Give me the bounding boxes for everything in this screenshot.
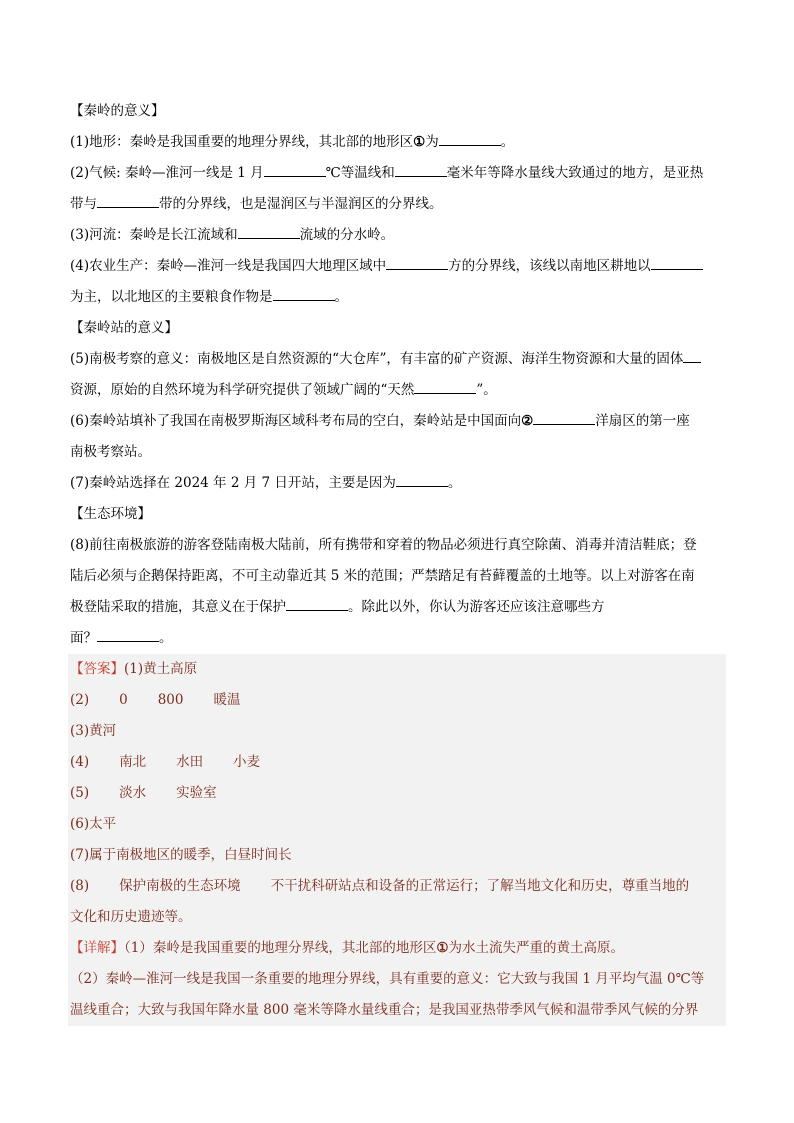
- text: (4)农业生产：秦岭—淮河一线是我国四大地理区域中: [70, 258, 387, 274]
- text: 带的分界线，也是湿润区与半湿润区的分界线。: [159, 196, 443, 212]
- answer-blank: [238, 226, 300, 239]
- question-2-cont: [70, 189, 724, 220]
- question-3: [70, 220, 724, 251]
- text: 。除此以外，你认为游客还应该注意哪些方: [348, 599, 605, 615]
- answer-blank: [396, 474, 448, 487]
- text: (5)南极考察的意义：南极地区是自然资源的“大仓库”，有丰富的矿产资源、海洋生物资源和大量的固体: [70, 351, 684, 367]
- text: 流域的分水岭。: [299, 227, 395, 243]
- answer-block: [68, 654, 726, 1026]
- text: 。: [159, 630, 173, 646]
- answer-8-cont: 文化和历史遗迹等。: [70, 909, 192, 925]
- question-2: [70, 158, 724, 189]
- text: 实验室: [176, 785, 217, 801]
- text: 资源，原始的自然环境为科学研究提供了领域广阔的“天然: [70, 382, 415, 398]
- text: 0: [119, 692, 128, 708]
- question-4-cont: [70, 282, 724, 313]
- question-8-cont: [70, 623, 724, 654]
- text: 800: [157, 692, 184, 708]
- answer-blank: [97, 195, 159, 208]
- answer-label: 【答案】: [70, 661, 124, 677]
- text: 面？: [70, 630, 97, 646]
- question-5: [70, 344, 724, 375]
- question-1: [70, 127, 724, 158]
- answer-1: [70, 654, 726, 685]
- text: (4): [70, 754, 90, 770]
- question-8-cont: [70, 592, 724, 623]
- text: 。: [500, 134, 515, 150]
- text: (2): [70, 692, 90, 708]
- text: 毫米年等降水量线大致通过的地方，是亚热: [446, 165, 704, 181]
- answer-blank: [414, 381, 476, 394]
- text: 水田: [176, 754, 204, 770]
- text: 为水土流失严重的黄土高原。: [448, 940, 624, 956]
- text: 。: [334, 289, 348, 305]
- question-8: (8)前往南极旅游的游客登陆南极大陆前，所有携带和穿着的物品必须进行真空除菌、消毒并清洁鞋底；登: [70, 537, 697, 553]
- answer-7: (7)属于南极地区的暖季，白昼时间长: [70, 847, 292, 863]
- detail-label: 【详解】: [70, 940, 124, 956]
- text: 方的分界线，该线以南地区耕地以: [448, 258, 651, 274]
- question-6: [70, 406, 724, 437]
- answer-5: [70, 778, 726, 809]
- text: ”。: [476, 382, 497, 398]
- answer-blank: [97, 629, 159, 642]
- question-4: [70, 251, 724, 282]
- circled-number: ①: [413, 134, 426, 150]
- answer-blank: [395, 164, 447, 177]
- answer-6: (6)太平: [70, 816, 117, 832]
- text: (1)黄土高原: [124, 661, 198, 677]
- question-6-cont: 南极考察站。: [70, 444, 151, 460]
- circled-number: ②: [521, 413, 534, 429]
- section-heading-qinling: 【秦岭的意义】: [70, 103, 165, 119]
- section-heading-station: 【秦岭站的意义】: [70, 320, 178, 336]
- text: 保护南极的生态环境: [119, 878, 241, 894]
- section-heading-ecology: 【生态环境】: [70, 506, 151, 522]
- circled-number: ①: [436, 940, 449, 956]
- text: (8): [70, 878, 90, 894]
- text: (6)秦岭站填补了我国在南极罗斯海区域科考布局的空白，秦岭站是中国面向: [70, 413, 522, 429]
- text: 暖温: [213, 692, 241, 708]
- text: 极登陆采取的措施，其意义在于保护: [70, 599, 286, 615]
- text: (3)河流：秦岭是长江流域和: [70, 227, 238, 243]
- text: 洋扇区的第一座: [595, 413, 690, 429]
- detail-2: （2）秦岭—淮河一线是我国一条重要的地理分界线，具有重要的意义：它大致与我国 1 月平均气温 0℃等: [70, 971, 705, 987]
- text: 为主，以北地区的主要粮食作物是: [70, 289, 273, 305]
- question-8-cont: 陆后必须与企鹅保持距离，不可主动靠近其 5 米的范围；严禁踏足有苔藓覆盖的土地等。以上对游客在南: [70, 568, 695, 584]
- answer-3: (3)黄河: [70, 723, 117, 739]
- document-page: [70, 96, 724, 1026]
- text: 淡水: [119, 785, 147, 801]
- text: (1)地形：秦岭是我国重要的地理分界线，其北部的地形区: [70, 134, 414, 150]
- text: 带与: [70, 196, 97, 212]
- text: 为: [425, 134, 439, 150]
- text: （1）秦岭是我国重要的地理分界线，其北部的地形区: [124, 940, 437, 956]
- answer-blank: [264, 164, 326, 177]
- question-7: [70, 468, 724, 499]
- text: (7)秦岭站选择在 2024 年 2 月 7 日开站，主要是因为: [70, 475, 396, 491]
- answer-8: [70, 871, 726, 902]
- text: 南北: [119, 754, 147, 770]
- answer-blank: [273, 288, 335, 301]
- detail-1: [70, 933, 726, 964]
- text: (2)气候: 秦岭—淮河一线是 1 月: [70, 165, 264, 181]
- answer-blank: [533, 412, 595, 425]
- text: 。: [447, 475, 462, 491]
- question-5-cont: [70, 375, 724, 406]
- answer-4: [70, 747, 726, 778]
- text: 不干扰科研站点和设备的正常运行；了解当地文化和历史，尊重当地的: [270, 878, 690, 894]
- detail-2-cont: 温线重合；大致与我国年降水量 800 毫米等降水量线重合；是我国亚热带季风气候和温带季风气候的分界: [70, 1002, 699, 1018]
- text: 小麦: [233, 754, 261, 770]
- answer-2: [70, 685, 726, 716]
- answer-blank: [439, 133, 501, 146]
- text: (5): [70, 785, 90, 801]
- answer-blank: [286, 598, 348, 611]
- answer-blank: [386, 257, 448, 270]
- text: ℃等温线和: [325, 165, 395, 181]
- answer-blank: [651, 257, 703, 270]
- answer-blank: [683, 350, 701, 363]
